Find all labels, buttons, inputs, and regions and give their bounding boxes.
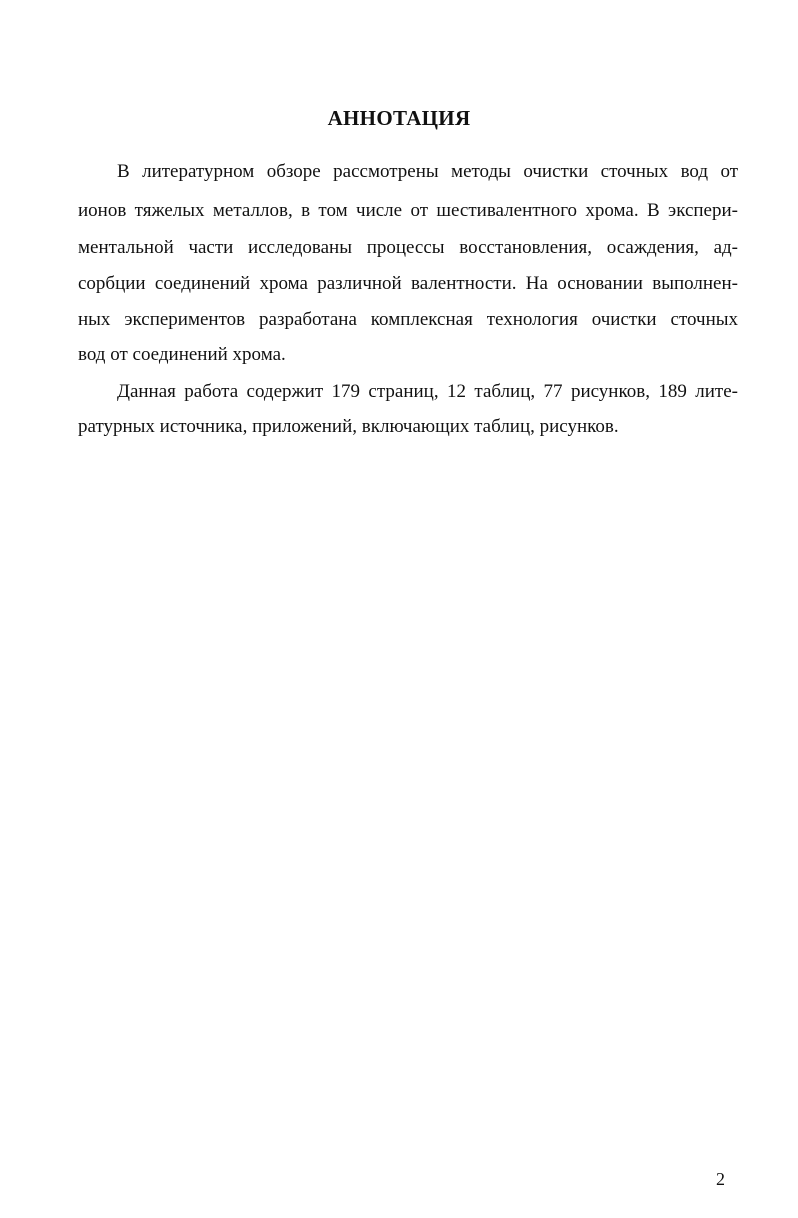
page-title: АННОТАЦИЯ xyxy=(327,106,471,130)
page-number: 2 xyxy=(716,1169,725,1189)
paragraph-line: Данная работа содержит 179 страниц, 12 таблиц, 77 рисунков, 189 лите- xyxy=(117,381,738,402)
paragraph-line: вод от соединений хрома. xyxy=(78,344,286,365)
paragraph-line: сорбции соединений хрома различной валентности. На основании выполнен- xyxy=(78,273,738,294)
paragraph-line: ных экспериментов разработана комплексная технология очистки сточных xyxy=(78,309,738,330)
paragraph-line: ратурных источника, приложений, включающих таблиц, рисунков. xyxy=(78,416,619,437)
paragraph-line: В литературном обзоре рассмотрены методы очистки сточных вод от xyxy=(117,161,738,182)
paragraph-line: ионов тяжелых металлов, в том числе от шестивалентного хрома. В экспери- xyxy=(78,200,738,221)
paragraph-line: ментальной части исследованы процессы восстановления, осаждения, ад- xyxy=(78,237,738,258)
